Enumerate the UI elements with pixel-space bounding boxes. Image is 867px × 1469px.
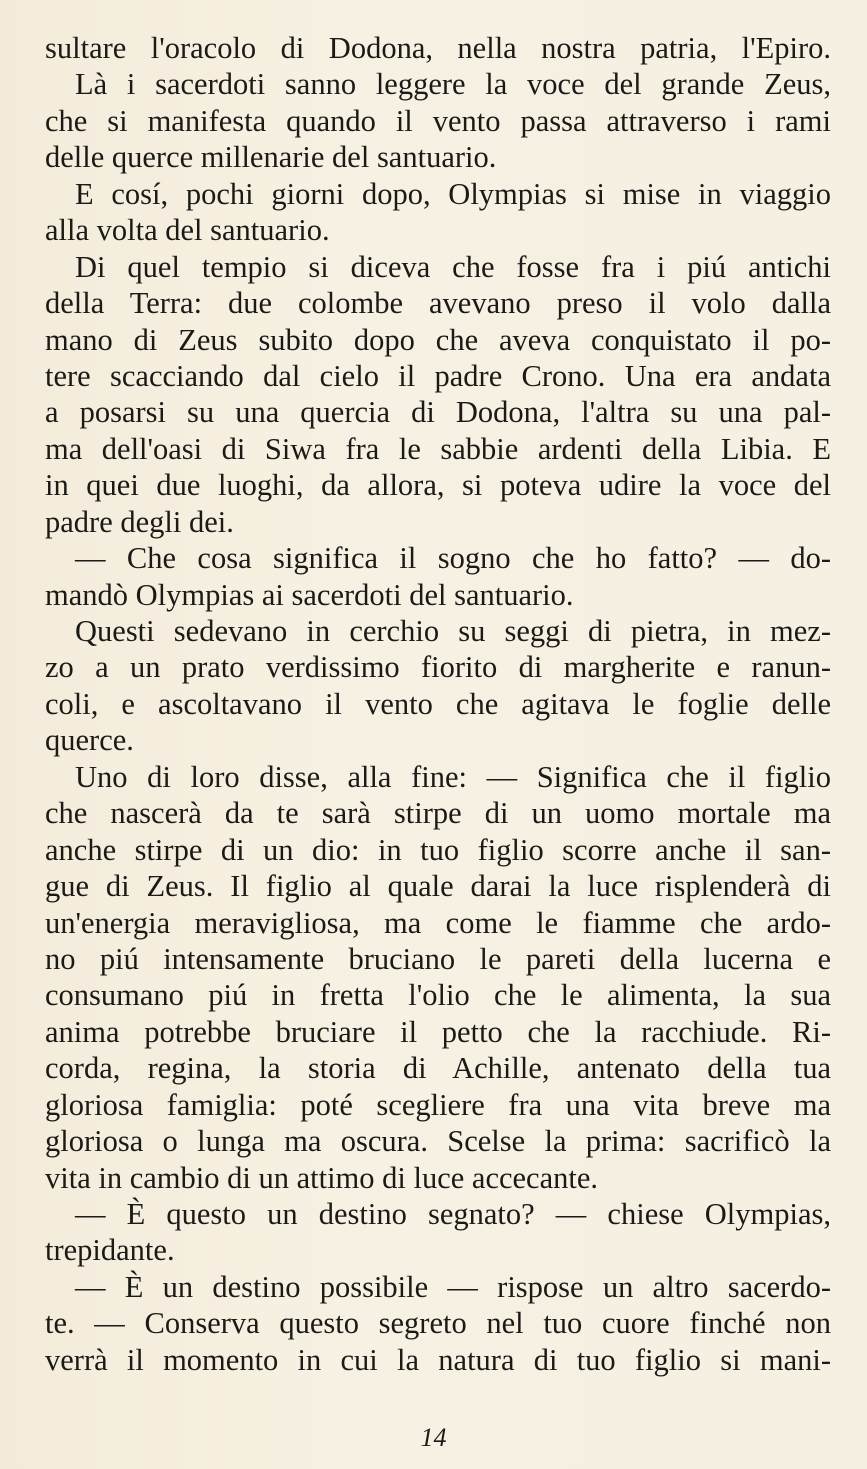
text-line: della Terra: due colombe avevano preso il volo dalla [45,286,831,321]
text-line: gue di Zeus. Il figlio al quale darai la luce risplenderà di [45,869,831,904]
text-line: Uno di loro disse, alla fine: — Significa che il figlio [75,759,831,794]
text-line: un'energia meravigliosa, ma come le fiamme che ardo- [45,905,831,940]
text-line: Là i sacerdoti sanno leggere la voce del grande Zeus, [75,67,831,102]
text-line: vita in cambio di un attimo di luce accecante. [45,1160,599,1195]
text-line: corda, regina, la storia di Achille, antenato della tua [45,1051,831,1086]
text-line: sultare l'oracolo di Dodona, nella nostra patria, l'Epiro. [45,31,831,65]
text-line: consumano piú in fretta l'olio che le alimenta, la sua [45,978,831,1013]
text-line: te. — Conserva questo segreto nel tuo cuore finché non [45,1306,831,1341]
text-line: verrà il momento in cui la natura di tuo figlio si mani- [45,1342,831,1377]
text-line: E cosí, pochi giorni dopo, Olympias si mise in viaggio [75,176,831,211]
text-line: no piú intensamente bruciano le pareti della lucerna e [45,941,831,976]
body-text [45,30,831,1378]
text-line: Di quel tempio si diceva che fosse fra i piú antichi [75,249,831,284]
text-line: — È un destino possibile — rispose un altro sacerdo- [75,1269,831,1304]
page-number: 14 [420,1423,447,1452]
text-line: mandò Olympias ai sacerdoti del santuario. [45,577,574,612]
text-line: anima potrebbe bruciare il petto che la racchiude. Ri- [45,1014,831,1049]
text-line: in quei due luoghi, da allora, si poteva udire la voce del [45,468,831,503]
text-line: coli, e ascoltavano il vento che agitava le foglie delle [45,686,831,721]
text-line: zo a un prato verdissimo fiorito di margherite e ranun- [45,650,831,685]
text-line: alla volta del santuario. [45,213,330,248]
text-line: querce. [45,723,134,758]
text-line: che nascerà da te sarà stirpe di un uomo mortale ma [45,796,831,831]
text-line: ma dell'oasi di Siwa fra le sabbie ardenti della Libia. E [45,431,831,466]
text-line: — È questo un destino segnato? — chiese Olympias, [75,1197,831,1231]
text-line: anche stirpe di un dio: in tuo figlio scorre anche il san- [45,832,831,867]
text-line: — Che cosa significa il sogno che ho fatto? — do- [75,541,831,576]
text-line: Questi sedevano in cerchio su seggi di pietra, in mez- [75,614,831,648]
text-line: a posarsi su una quercia di Dodona, l'altra su una pal- [45,395,831,430]
text-line: mano di Zeus subito dopo che aveva conquistato il po- [45,322,831,357]
text-line: delle querce millenarie del santuario. [45,140,497,175]
text-line: gloriosa famiglia: poté scegliere fra una vita breve ma [45,1087,831,1122]
text-line: che si manifesta quando il vento passa attraverso i rami [45,103,831,138]
text-line: tere scacciando dal cielo il padre Crono. Una era andata [45,358,831,393]
text-line: gloriosa o lunga ma oscura. Scelse la prima: sacrificò la [45,1124,831,1159]
text-line: padre degli dei. [45,504,234,539]
text-line: trepidante. [45,1233,175,1268]
